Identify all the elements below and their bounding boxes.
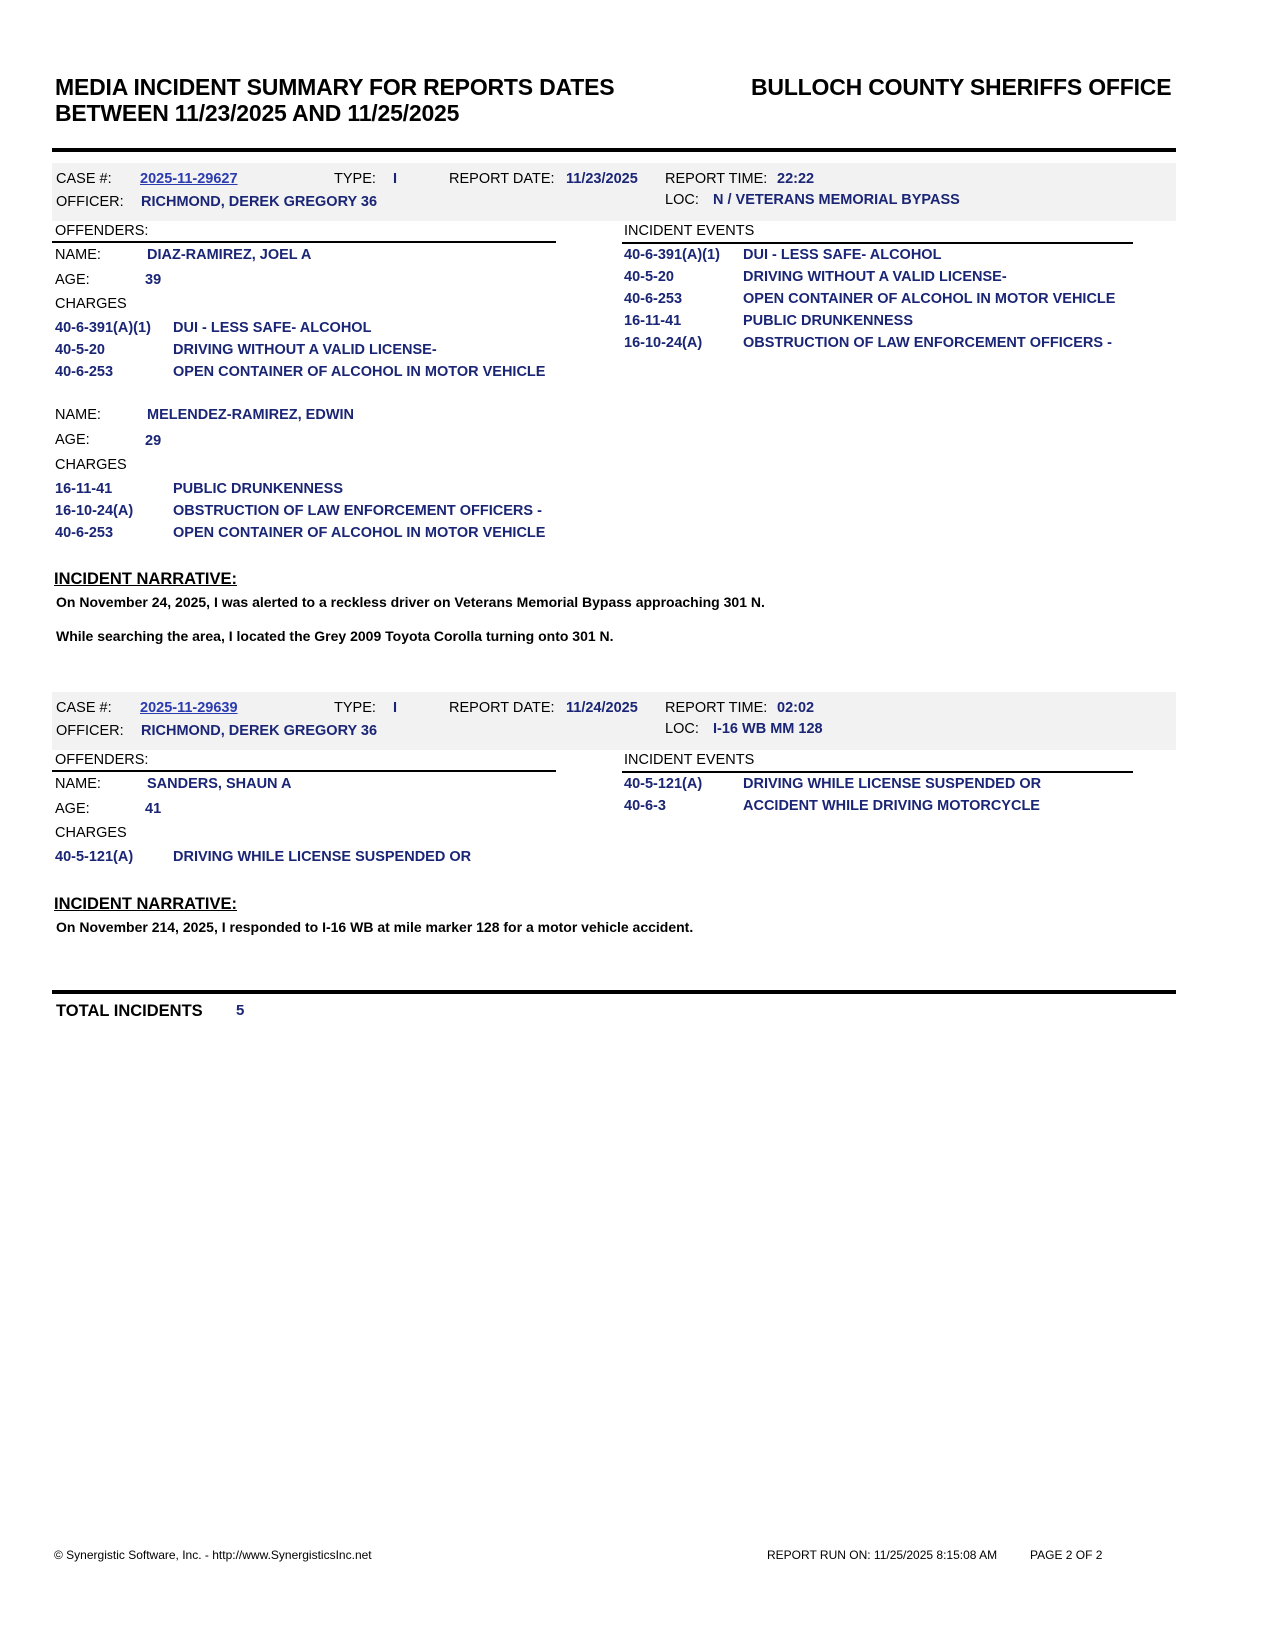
charge-desc: OPEN CONTAINER OF ALCOHOL IN MOTOR VEHICLE [173,364,546,380]
charge-desc: DUI - LESS SAFE- ALCOHOL [173,320,372,336]
charge-desc: PUBLIC DRUNKENNESS [173,481,343,497]
incident-events-heading: INCIDENT EVENTS [624,223,755,239]
event-code: 40-6-3 [624,798,666,814]
report-time-label: REPORT TIME: [665,700,768,716]
report-time-label: REPORT TIME: [665,171,768,187]
case-number-link[interactable]: 2025-11-29627 [140,171,238,187]
event-desc: DRIVING WHILE LICENSE SUSPENDED OR [743,776,1042,792]
charge-code: 40-5-121(A) [55,849,134,865]
loc-value: I-16 WB MM 128 [713,721,823,737]
charge-desc: DRIVING WHILE LICENSE SUSPENDED OR [173,849,472,865]
footer-page-number: PAGE 2 OF 2 [1030,1548,1103,1562]
case-number-link[interactable]: 2025-11-29639 [140,700,238,716]
event-code: 40-6-391(A)(1) [624,247,720,263]
charge-code: 16-10-24(A) [55,503,134,519]
offender-name: DIAZ-RAMIREZ, JOEL A [147,247,312,263]
type-label: TYPE: [334,171,376,187]
charge-code: 40-5-20 [55,342,105,358]
charge-code: 40-6-253 [55,364,114,380]
totals-divider [52,990,1176,994]
event-desc: OBSTRUCTION OF LAW ENFORCEMENT OFFICERS - [743,335,1112,351]
offender-name: SANDERS, SHAUN A [147,776,292,792]
event-desc: DUI - LESS SAFE- ALCOHOL [743,247,942,263]
total-incidents-value: 5 [236,1002,245,1019]
type-value: I [393,171,398,187]
loc-label: LOC: [665,721,699,737]
event-code: 16-10-24(A) [624,335,703,351]
total-incidents-label: TOTAL INCIDENTS [56,1002,203,1020]
event-code: 40-5-20 [624,269,674,285]
loc-value: N / VETERANS MEMORIAL BYPASS [713,192,960,208]
officer-value: RICHMOND, DEREK GREGORY 36 [141,194,378,210]
incident-narrative-heading: INCIDENT NARRATIVE: [54,570,238,588]
charge-code: 40-6-391(A)(1) [55,320,151,336]
type-value: I [393,700,398,716]
header-divider [52,148,1176,152]
incident-narrative-heading: INCIDENT NARRATIVE: [54,895,238,913]
officer-label: OFFICER: [56,723,124,739]
case-number-label: CASE #: [56,700,112,716]
name-label: NAME: [55,247,101,263]
type-label: TYPE: [334,700,376,716]
officer-label: OFFICER: [56,194,124,210]
event-code: 16-11-41 [624,313,682,329]
offender-name: MELENDEZ-RAMIREZ, EDWIN [147,407,355,423]
offenders-heading: OFFENDERS: [55,223,149,239]
events-underline [622,771,1133,773]
officer-value: RICHMOND, DEREK GREGORY 36 [141,723,378,739]
event-desc: ACCIDENT WHILE DRIVING MOTORCYCLE [743,798,1040,814]
offender-age: 29 [145,433,162,449]
event-desc: OPEN CONTAINER OF ALCOHOL IN MOTOR VEHICLE [743,291,1116,307]
offenders-underline [52,770,556,772]
charges-label: CHARGES [55,825,127,841]
incident-events-heading: INCIDENT EVENTS [624,752,755,768]
name-label: NAME: [55,407,101,423]
offender-age: 41 [145,801,162,817]
report-date-value: 11/23/2025 [566,171,638,187]
charge-desc: DRIVING WITHOUT A VALID LICENSE- [173,342,437,358]
charges-label: CHARGES [55,296,127,312]
age-label: AGE: [55,272,90,288]
report-date-value: 11/24/2025 [566,700,638,716]
report-title-line2: BETWEEN 11/23/2025 AND 11/25/2025 [55,100,460,126]
name-label: NAME: [55,776,101,792]
footer-copyright: © Synergistic Software, Inc. - http://www.SynergisticsInc.net [54,1548,372,1562]
report-date-label: REPORT DATE: [449,171,555,187]
report-title-line1: MEDIA INCIDENT SUMMARY FOR REPORTS DATES [55,74,615,100]
event-desc: PUBLIC DRUNKENNESS [743,313,913,329]
charge-desc: OPEN CONTAINER OF ALCOHOL IN MOTOR VEHICLE [173,525,546,541]
charges-label: CHARGES [55,457,127,473]
age-label: AGE: [55,432,90,448]
event-code: 40-5-121(A) [624,776,703,792]
agency-name: BULLOCH COUNTY SHERIFFS OFFICE [751,74,1172,100]
event-desc: DRIVING WITHOUT A VALID LICENSE- [743,269,1007,285]
report-date-label: REPORT DATE: [449,700,555,716]
charge-code: 16-11-41 [55,481,113,497]
event-code: 40-6-253 [624,291,683,307]
narrative-line: While searching the area, I located the Grey 2009 Toyota Corolla turning onto 301 N. [56,628,614,644]
age-label: AGE: [55,801,90,817]
offender-age: 39 [145,272,162,288]
case-number-label: CASE #: [56,171,112,187]
offenders-heading: OFFENDERS: [55,752,149,768]
footer-report-run: REPORT RUN ON: 11/25/2025 8:15:08 AM [767,1548,998,1562]
narrative-line: On November 24, 2025, I was alerted to a reckless driver on Veterans Memorial Bypass approaching 301 N. [56,594,765,610]
charge-desc: OBSTRUCTION OF LAW ENFORCEMENT OFFICERS - [173,503,542,519]
report-time-value: 02:02 [777,700,815,716]
narrative-line: On November 214, 2025, I responded to I-16 WB at mile marker 128 for a motor vehicle accident. [56,919,694,935]
charge-code: 40-6-253 [55,525,114,541]
offenders-underline [52,241,556,243]
report-time-value: 22:22 [777,171,815,187]
events-underline [622,242,1133,244]
loc-label: LOC: [665,192,699,208]
